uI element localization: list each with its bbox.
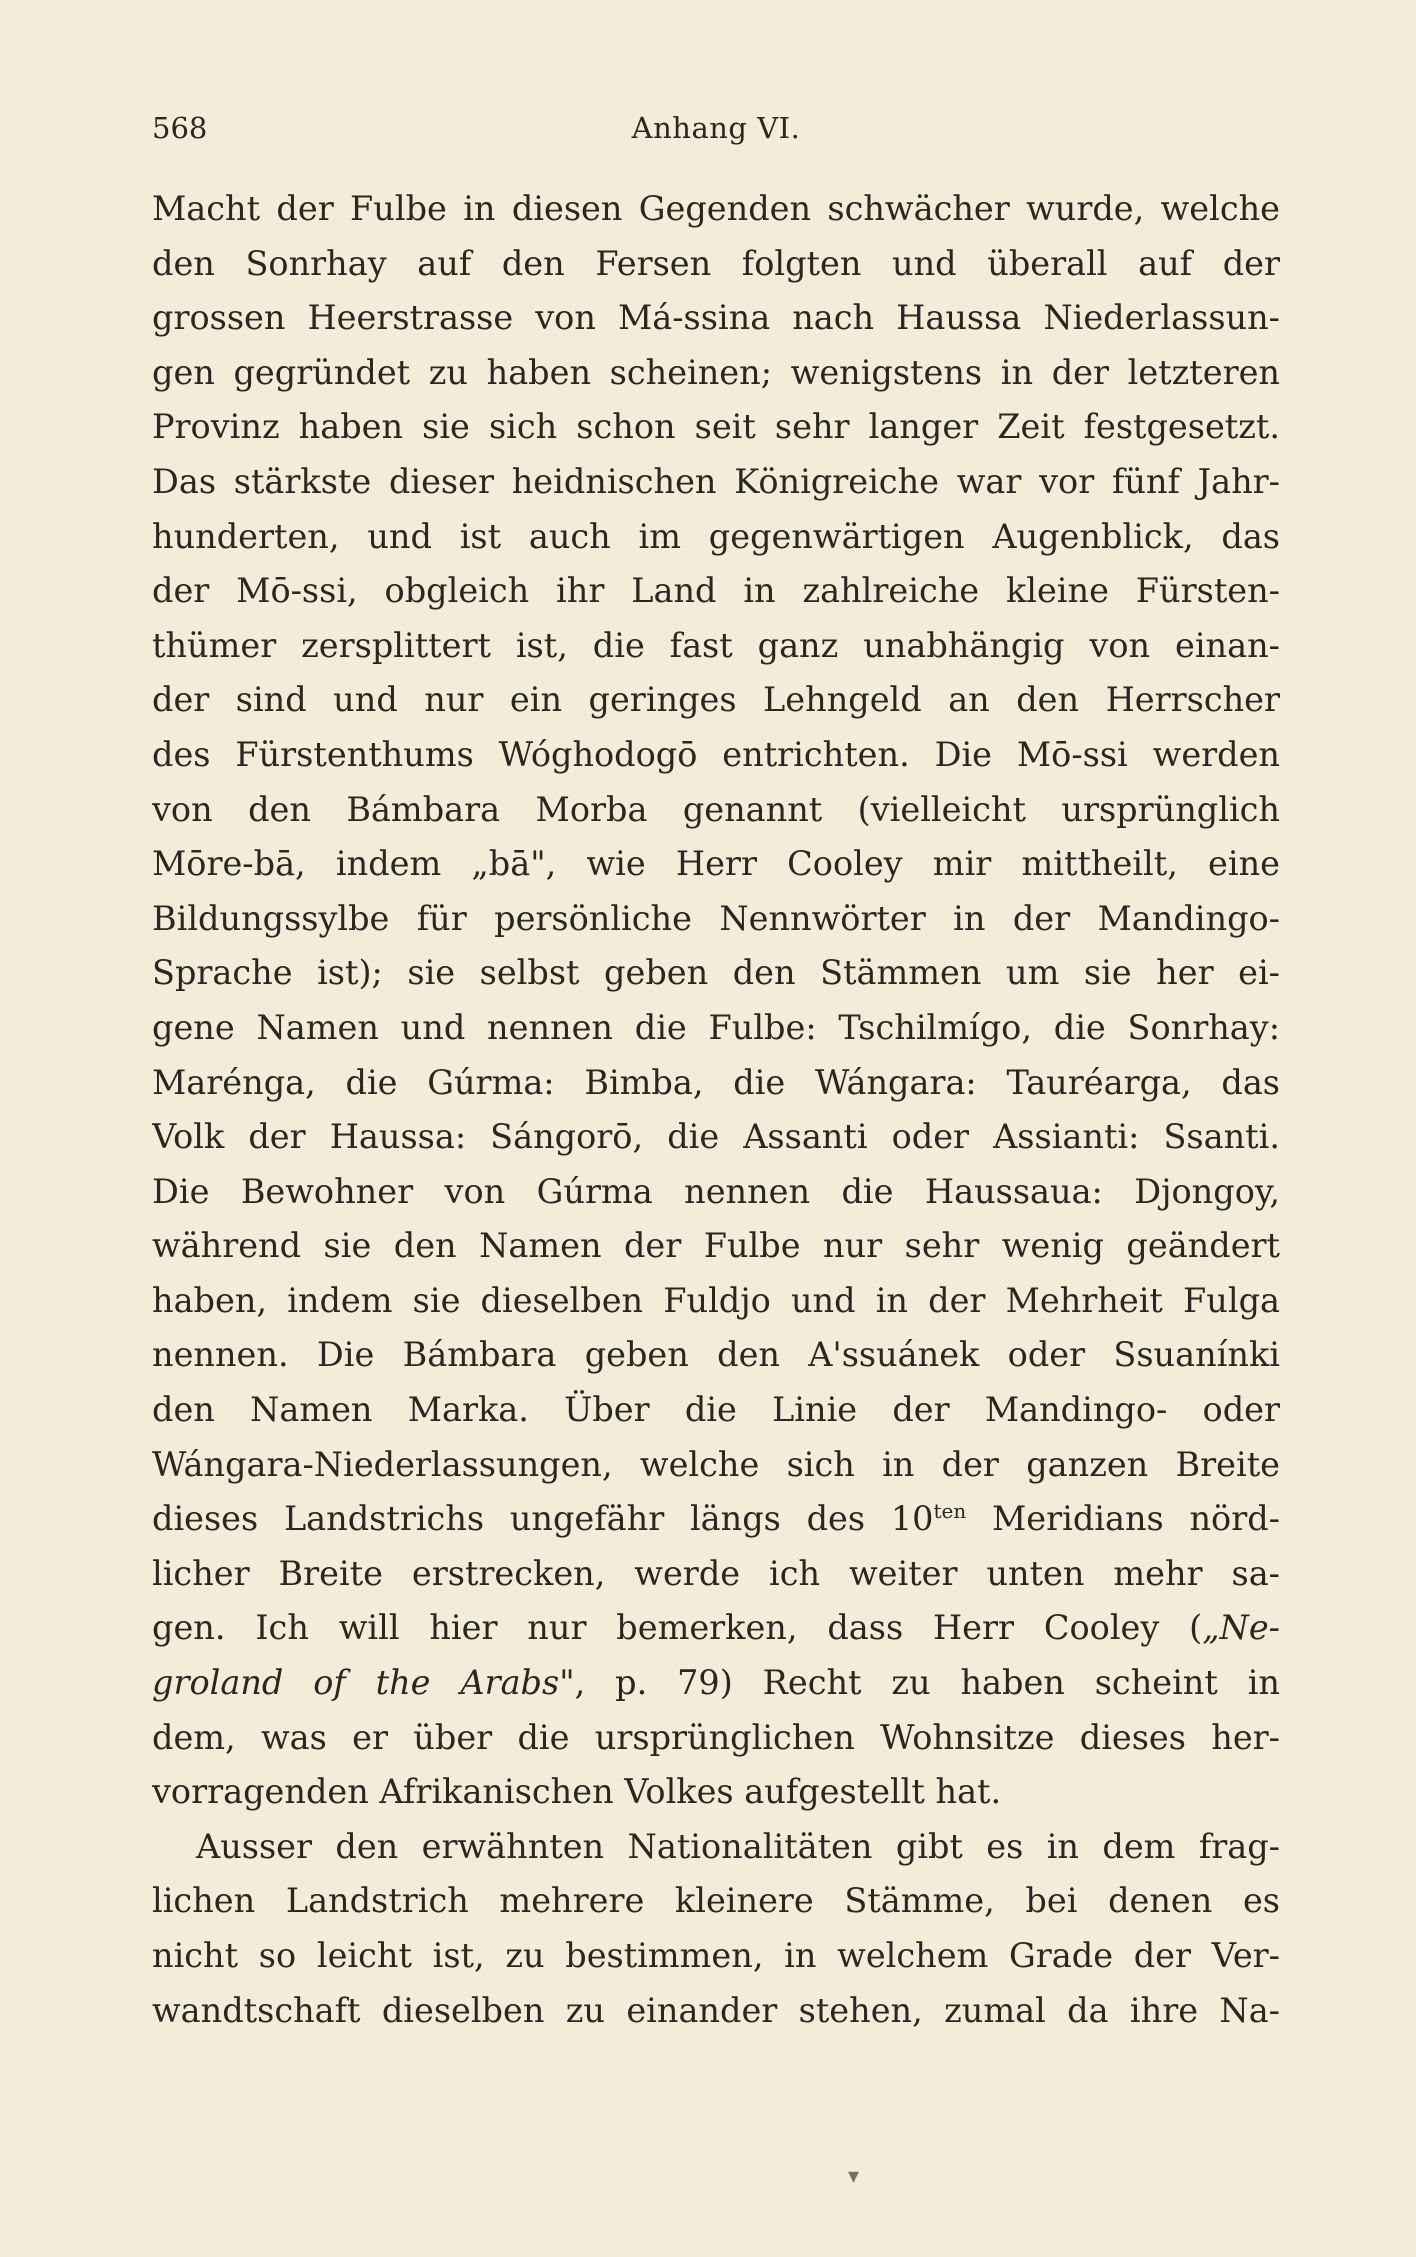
text-line [152, 1874, 1280, 1929]
text-fragment: nennen. Die Bámbara geben den A'ssuánek oder Ssuanínki [152, 1335, 1280, 1375]
text-fragment: dem, was er über die ursprünglichen Wohnsitze dieses her- [152, 1717, 1280, 1757]
text-line [152, 1984, 1280, 2039]
text-line [152, 564, 1280, 619]
text-fragment: Das stärkste dieser heidnischen Königreiche war vor fünf Jahr- [152, 461, 1280, 501]
text-line [152, 1274, 1280, 1329]
text-line [152, 291, 1280, 346]
text-fragment: während sie den Namen der Fulbe nur sehr wenig geändert [152, 1226, 1280, 1266]
text-fragment: dieses Landstrichs ungefähr längs des 10 [152, 1499, 934, 1539]
text-fragment: ten [933, 1499, 967, 1524]
text-fragment: thümer zersplittert ist, die fast ganz unabhängig von einan- [152, 625, 1280, 665]
text-line [152, 1328, 1280, 1383]
text-line [152, 1438, 1280, 1493]
text-fragment: gen gegründet zu haben scheinen; wenigstens in der letzteren [152, 352, 1280, 392]
text-fragment: Macht der Fulbe in diesen Gegenden schwächer wurde, welche [152, 189, 1280, 228]
text-line [152, 1929, 1280, 1984]
text-line [152, 1056, 1280, 1111]
text-line [152, 837, 1280, 892]
text-fragment: des Fürstenthums Wóghodogō entrichten. Die Mō-ssi werden [152, 734, 1280, 774]
text-line [152, 510, 1280, 565]
text-fragment: Die Bewohner von Gúrma nennen die Haussaua: Djongoy, [152, 1171, 1280, 1211]
text-line [152, 728, 1280, 783]
text-line [152, 1219, 1280, 1274]
printer-mark: ▾ [848, 2164, 860, 2189]
text-fragment: der sind und nur ein geringes Lehngeld an den Herrscher [152, 680, 1280, 720]
text-fragment: groland of the Arabs" [152, 1663, 575, 1703]
text-fragment: hunderten, und ist auch im gegenwärtigen Augenblick, das [152, 516, 1280, 556]
text-line [152, 455, 1280, 510]
text-fragment: von den Bámbara Morba genannt (vielleicht ursprünglich [152, 789, 1280, 829]
text-fragment: Marénga, die Gúrma: Bimba, die Wángara: Tauréarga, das [152, 1062, 1280, 1102]
text-line [152, 1711, 1280, 1766]
page-number: 568 [152, 111, 208, 145]
text-fragment: Bildungssylbe für persönliche Nennwörter in der Mandingo- [152, 898, 1280, 938]
text-fragment: den Namen Marka. Über die Linie der Mandingo- oder [152, 1390, 1280, 1430]
text-fragment: gene Namen und nennen die Fulbe: Tschilmígo, die Sonrhay: [152, 1007, 1280, 1047]
text-line [152, 400, 1280, 455]
text-fragment: Mōre-bā, indem „bā", wie Herr Cooley mir mittheilt, eine [152, 844, 1280, 884]
running-head: Anhang VI. [631, 111, 801, 145]
text-line [152, 892, 1280, 947]
text-line [152, 619, 1280, 674]
text-fragment: Meridians nörd- [966, 1499, 1280, 1539]
text-fragment: vorragenden Afrikanischen Volkes aufgestellt hat. [152, 1772, 1002, 1812]
text-fragment: lichen Landstrich mehrere kleinere Stämme, bei denen es [152, 1881, 1280, 1921]
text-line [152, 1165, 1280, 1220]
text-line [152, 946, 1280, 1001]
text-line [152, 1383, 1280, 1438]
text-line [152, 1110, 1280, 1165]
text-fragment: grossen Heerstrasse von Má-ssina nach Haussa Niederlassun- [152, 298, 1280, 338]
text-line [152, 783, 1280, 838]
text-fragment: licher Breite erstrecken, werde ich weiter unten mehr sa- [152, 1553, 1280, 1593]
text-line [152, 1547, 1280, 1602]
text-line [152, 1765, 1280, 1820]
text-fragment: der Mō-ssi, obgleich ihr Land in zahlreiche kleine Fürsten- [152, 571, 1280, 611]
page-header [152, 108, 1280, 148]
text-line [152, 1001, 1280, 1056]
text-line [152, 1601, 1280, 1656]
text-fragment: nicht so leicht ist, zu bestimmen, in welchem Grade der Ver- [152, 1936, 1280, 1975]
text-line [152, 237, 1280, 292]
body-text [152, 182, 1280, 2038]
text-fragment: , p. 79) Recht zu haben scheint in [574, 1663, 1280, 1703]
text-fragment: Volk der Haussa: Sángorō, die Assanti oder Assianti: Ssanti. [152, 1117, 1280, 1157]
text-line [152, 1492, 1280, 1547]
text-line [152, 346, 1280, 401]
text-fragment: den Sonrhay auf den Fersen folgten und überall auf der [152, 243, 1280, 283]
text-line [152, 1820, 1280, 1875]
text-line [152, 673, 1280, 728]
text-fragment: gen. Ich will hier nur bemerken, dass Herr Cooley ( [152, 1608, 1203, 1648]
text-fragment: haben, indem sie dieselben Fuldjo und in der Mehrheit Fulga [152, 1280, 1280, 1320]
text-line [152, 1656, 1280, 1711]
text-fragment: „Ne- [1202, 1608, 1280, 1648]
text-fragment: Ausser den erwähnten Nationalitäten gibt es in dem frag- [196, 1826, 1280, 1866]
text-fragment: Provinz haben sie sich schon seit sehr langer Zeit festgesetzt. [152, 407, 1280, 447]
text-fragment: Sprache ist); sie selbst geben den Stämmen um sie her ei- [152, 953, 1280, 993]
text-fragment: wandtschaft dieselben zu einander stehen, zumal da ihre Na- [152, 1990, 1280, 2030]
text-line [152, 182, 1280, 237]
text-fragment: Wángara-Niederlassungen, welche sich in der ganzen Breite [152, 1444, 1280, 1484]
